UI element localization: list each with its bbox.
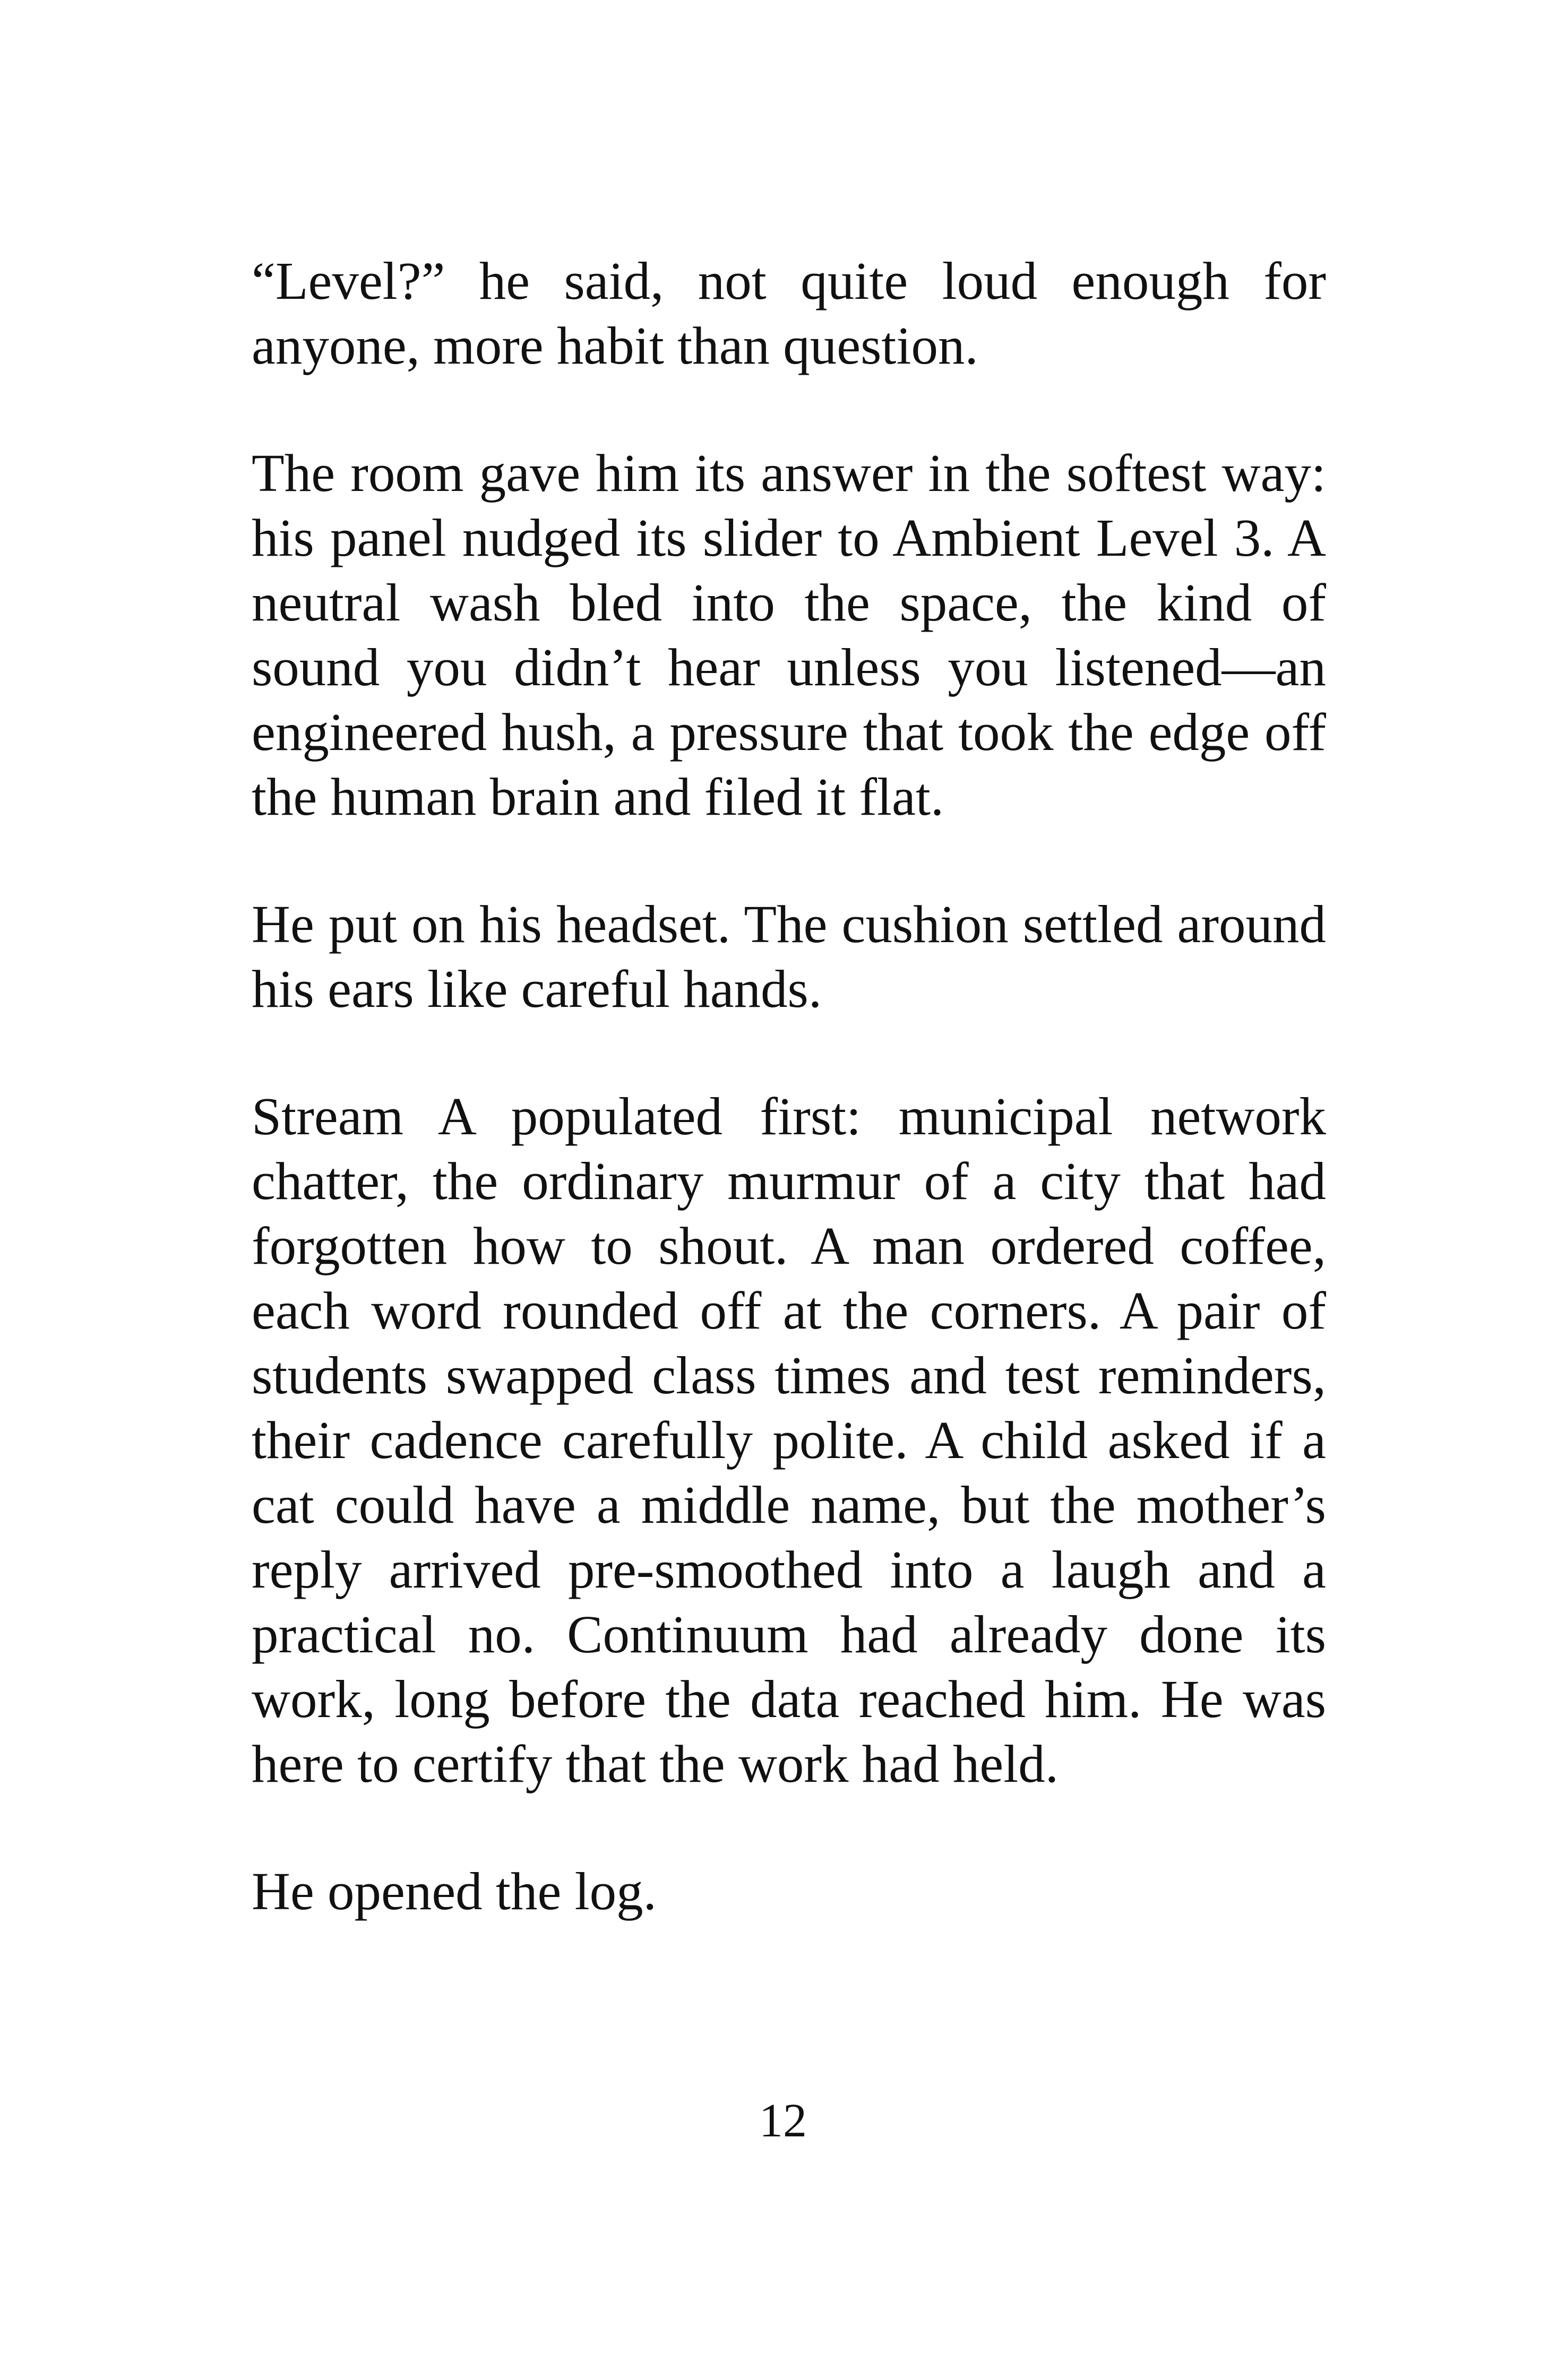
paragraph-5: He opened the log.: [252, 1861, 657, 1921]
page-number: 12: [759, 2094, 807, 2147]
body-text: [252, 248, 1326, 1924]
paragraph-4: Stream A populated first: municipal network chatter, the ordinary murmur of a city that had forgotten how to shout. A man ordered coffee, each word rounded off at the corners. A pair of students swapped class times and test reminders, their cadence carefully polite. A child asked if a cat could have a middle name, but the mother’s reply arrived pre-smoothed into a laugh and a practical no. Continuum had already done its work, long before the data reached him. He was here to certify that the work had held.: [252, 1086, 1326, 1793]
paragraph-3: He put on his headset. The cushion settled around his ears like careful hands.: [252, 894, 1326, 1019]
paragraph-1: “Level?” he said, not quite loud enough for anyone, more habit than question.: [252, 251, 1326, 375]
paragraph-2: The room gave him its answer in the softest way: his panel nudged its slider to Ambient Level 3. A neutral wash bled into the space, the kind of sound you didn’t hear unless you listened—an engineered hush, a pressure that took the edge off the human brain and filed it flat.: [252, 443, 1326, 826]
